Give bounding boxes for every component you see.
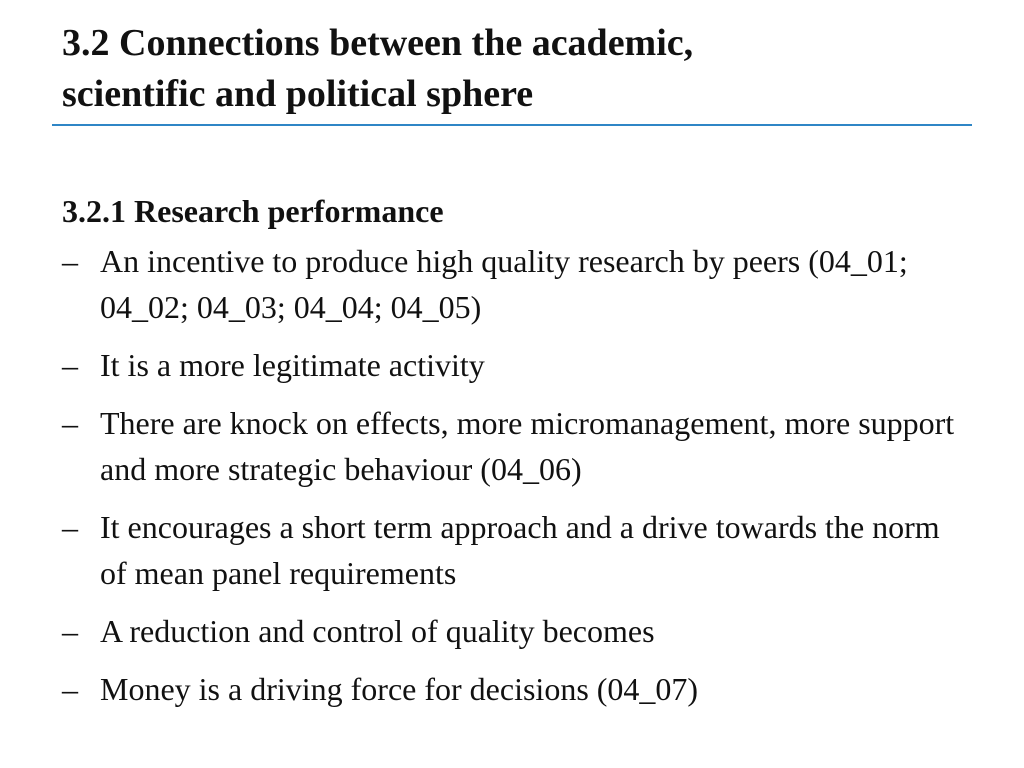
dash-bullet-icon: –: [62, 509, 78, 545]
bullet-item: [62, 666, 962, 712]
dash-bullet-icon: –: [62, 405, 78, 441]
bullet-text: Money is a driving force for decisions (04_07): [100, 671, 699, 707]
slide-title-line-2: scientific and political sphere: [62, 73, 534, 115]
bullet-item: [62, 400, 962, 492]
section-heading: 3.2.1 Research performance: [62, 193, 444, 229]
title-divider: [52, 124, 972, 126]
dash-bullet-icon: –: [62, 347, 78, 383]
bullet-item: [62, 238, 962, 330]
bullet-text: It encourages a short term approach and a drive towards the norm of mean panel requirements: [100, 509, 940, 591]
bullet-text: There are knock on effects, more micromanagement, more support and more strategic behaviour (04_06): [100, 405, 955, 487]
bullet-item: [62, 504, 962, 596]
slide-title: [62, 18, 972, 120]
bullet-list: [62, 238, 962, 712]
dash-bullet-icon: –: [62, 671, 78, 707]
bullet-item: [62, 342, 962, 388]
bullet-text: It is a more legitimate activity: [100, 347, 485, 383]
dash-bullet-icon: –: [62, 243, 78, 279]
slide-title-line-1: 3.2 Connections between the academic,: [62, 22, 694, 64]
slide-body: [62, 188, 962, 724]
bullet-item: [62, 608, 962, 654]
bullet-text: An incentive to produce high quality research by peers (04_01; 04_02; 04_03; 04_04; 04_05): [100, 243, 908, 325]
dash-bullet-icon: –: [62, 613, 78, 649]
bullet-text: A reduction and control of quality becomes: [100, 613, 655, 649]
